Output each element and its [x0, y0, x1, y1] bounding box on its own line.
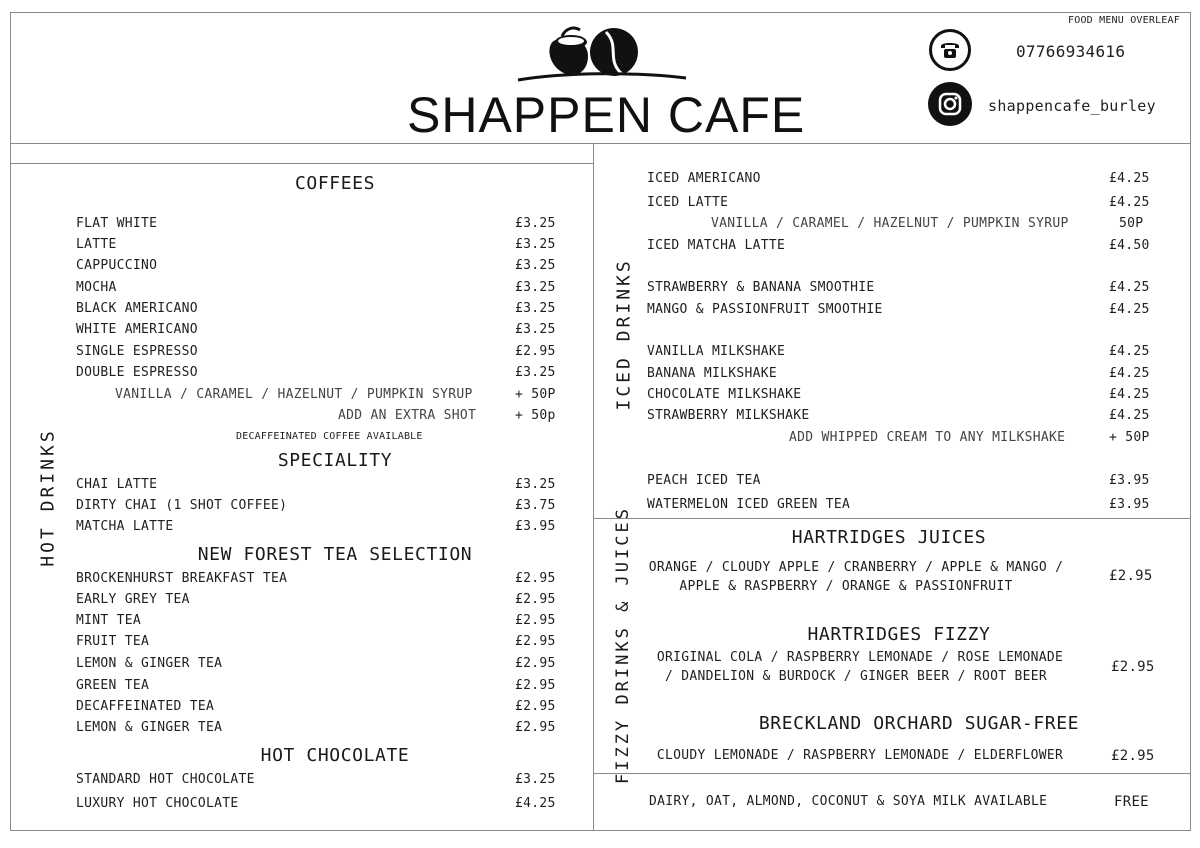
menu-item: LEMON & GINGER TEA [76, 656, 223, 671]
menu-price: £3.95 [1109, 473, 1150, 488]
menu-item: GREEN TEA [76, 678, 150, 693]
fizzy-line-2: / DANDELION & BURDOCK / GINGER BEER / ROOT BEER [665, 669, 1047, 684]
menu-price: £4.25 [1109, 195, 1150, 210]
iced-syrup-price: 50P [1119, 216, 1144, 231]
menu-price: £2.95 [515, 634, 556, 649]
cafe-logo [516, 22, 688, 84]
menu-item: ICED LATTE [647, 195, 729, 210]
menu-item: SINGLE ESPRESSO [76, 344, 198, 359]
menu-item: CHAI LATTE [76, 477, 158, 492]
menu-price: £2.95 [515, 720, 556, 735]
menu-item: FRUIT TEA [76, 634, 150, 649]
phone-number: 07766934616 [1016, 42, 1126, 61]
fizzy-price: £2.95 [1111, 659, 1155, 675]
menu-price: £2.95 [515, 571, 556, 586]
menu-item: CHOCOLATE MILKSHAKE [647, 387, 802, 402]
menu-price: £3.25 [515, 258, 556, 273]
menu-item: MINT TEA [76, 613, 142, 628]
coffees-heading: COFFEES [294, 173, 376, 194]
iced-drinks-label: ICED DRINKS [613, 258, 635, 411]
menu-price: £4.50 [1109, 238, 1150, 253]
menu-price: £2.95 [515, 344, 556, 359]
menu-price: £3.25 [515, 477, 556, 492]
menu-price: £4.25 [515, 796, 556, 811]
hot-chocolate-heading: HOT CHOCOLATE [260, 745, 410, 766]
menu-item: FLAT WHITE [76, 216, 158, 231]
iced-fizzy-divider [594, 518, 1191, 519]
menu-item: STANDARD HOT CHOCOLATE [76, 772, 255, 787]
menu-item: ICED AMERICANO [647, 171, 761, 186]
fizzy-milk-divider [594, 773, 1191, 774]
menu-price: £3.95 [1109, 497, 1150, 512]
menu-price: £3.25 [515, 365, 556, 380]
menu-item: PEACH ICED TEA [647, 473, 761, 488]
menu-item: BLACK AMERICANO [76, 301, 198, 316]
food-menu-note: FOOD MENU OVERLEAF [1068, 15, 1180, 26]
breckland-price: £2.95 [1111, 748, 1155, 764]
decaf-note: DECAFFEINATED COFFEE AVAILABLE [236, 431, 423, 442]
instagram-handle: shappencafe_burley [988, 97, 1156, 115]
fizzy-juices-label: FIZZY DRINKS & JUICES [613, 506, 633, 784]
extra-shot-price: + 50p [515, 408, 556, 423]
menu-price: £3.25 [515, 301, 556, 316]
menu-price: £2.95 [515, 699, 556, 714]
menu-price: £4.25 [1109, 387, 1150, 402]
menu-price: £4.25 [1109, 171, 1150, 186]
breckland-heading: BRECKLAND ORCHARD SUGAR-FREE [758, 713, 1080, 734]
phone-icon [929, 29, 971, 71]
menu-item: WATERMELON ICED GREEN TEA [647, 497, 851, 512]
menu-price: £2.95 [515, 613, 556, 628]
menu-item: WHITE AMERICANO [76, 322, 198, 337]
speciality-heading: SPECIALITY [277, 450, 393, 471]
menu-item: CAPPUCCINO [76, 258, 158, 273]
menu-item: BANANA MILKSHAKE [647, 366, 778, 381]
milk-price: FREE [1114, 794, 1149, 810]
menu-price: £4.25 [1109, 302, 1150, 317]
menu-price: £2.95 [515, 656, 556, 671]
juices-price: £2.95 [1109, 568, 1153, 584]
hot-drinks-label: HOT DRINKS [37, 428, 59, 567]
extra-shot: ADD AN EXTRA SHOT [338, 408, 477, 423]
menu-price: £2.95 [515, 678, 556, 693]
menu-price: £3.75 [515, 498, 556, 513]
juices-line-1: ORANGE / CLOUDY APPLE / CRANBERRY / APPLE & MANGO / [648, 560, 1064, 575]
syrup-price: + 50P [515, 387, 556, 402]
breckland-line-1: CLOUDY LEMONADE / RASPBERRY LEMONADE / ELDERFLOWER [656, 748, 1064, 763]
menu-item: LEMON & GINGER TEA [76, 720, 223, 735]
menu-item: STRAWBERRY MILKSHAKE [647, 408, 810, 423]
menu-item: MANGO & PASSIONFRUIT SMOOTHIE [647, 302, 883, 317]
column-divider [593, 143, 594, 831]
menu-item: DOUBLE ESPRESSO [76, 365, 198, 380]
fizzy-line-1: ORIGINAL COLA / RASPBERRY LEMONADE / ROSE LEMONADE [656, 650, 1064, 665]
syrup-options: VANILLA / CARAMEL / HAZELNUT / PUMPKIN SYRUP [115, 387, 473, 402]
menu-price: £4.25 [1109, 366, 1150, 381]
tea-heading: NEW FOREST TEA SELECTION [197, 544, 473, 565]
menu-item: MOCHA [76, 280, 117, 295]
menu-item: ICED MATCHA LATTE [647, 238, 786, 253]
menu-price: £4.25 [1109, 344, 1150, 359]
menu-item: DECAFFEINATED TEA [76, 699, 215, 714]
menu-price: £4.25 [1109, 280, 1150, 295]
menu-price: £3.25 [515, 772, 556, 787]
menu-price: £3.25 [515, 237, 556, 252]
menu-price: £3.25 [515, 280, 556, 295]
menu-price: £3.25 [515, 322, 556, 337]
menu-item: MATCHA LATTE [76, 519, 174, 534]
menu-item: BROCKENHURST BREAKFAST TEA [76, 571, 288, 586]
menu-item: EARLY GREY TEA [76, 592, 190, 607]
juices-heading: HARTRIDGES JUICES [791, 527, 987, 548]
menu-item: STRAWBERRY & BANANA SMOOTHIE [647, 280, 875, 295]
menu-item: DIRTY CHAI (1 SHOT COFFEE) [76, 498, 288, 513]
whipped-cream-price: + 50P [1109, 430, 1150, 445]
fizzy-heading: HARTRIDGES FIZZY [807, 624, 991, 645]
menu-price: £3.95 [515, 519, 556, 534]
menu-item: LATTE [76, 237, 117, 252]
menu-price: £3.25 [515, 216, 556, 231]
iced-syrup-options: VANILLA / CARAMEL / HAZELNUT / PUMPKIN SYRUP [711, 216, 1069, 231]
menu-price: £4.25 [1109, 408, 1150, 423]
milk-options: DAIRY, OAT, ALMOND, COCONUT & SOYA MILK AVAILABLE [649, 794, 1048, 809]
cafe-title: SHAPPEN CAFE [407, 87, 806, 143]
menu-item: VANILLA MILKSHAKE [647, 344, 786, 359]
menu-price: £2.95 [515, 592, 556, 607]
juices-line-2: APPLE & RASPBERRY / ORANGE & PASSIONFRUIT [679, 579, 1013, 594]
whipped-cream-note: ADD WHIPPED CREAM TO ANY MILKSHAKE [789, 430, 1066, 445]
header-divider-bottom-left [10, 163, 594, 164]
menu-item: LUXURY HOT CHOCOLATE [76, 796, 239, 811]
instagram-icon [928, 82, 972, 126]
